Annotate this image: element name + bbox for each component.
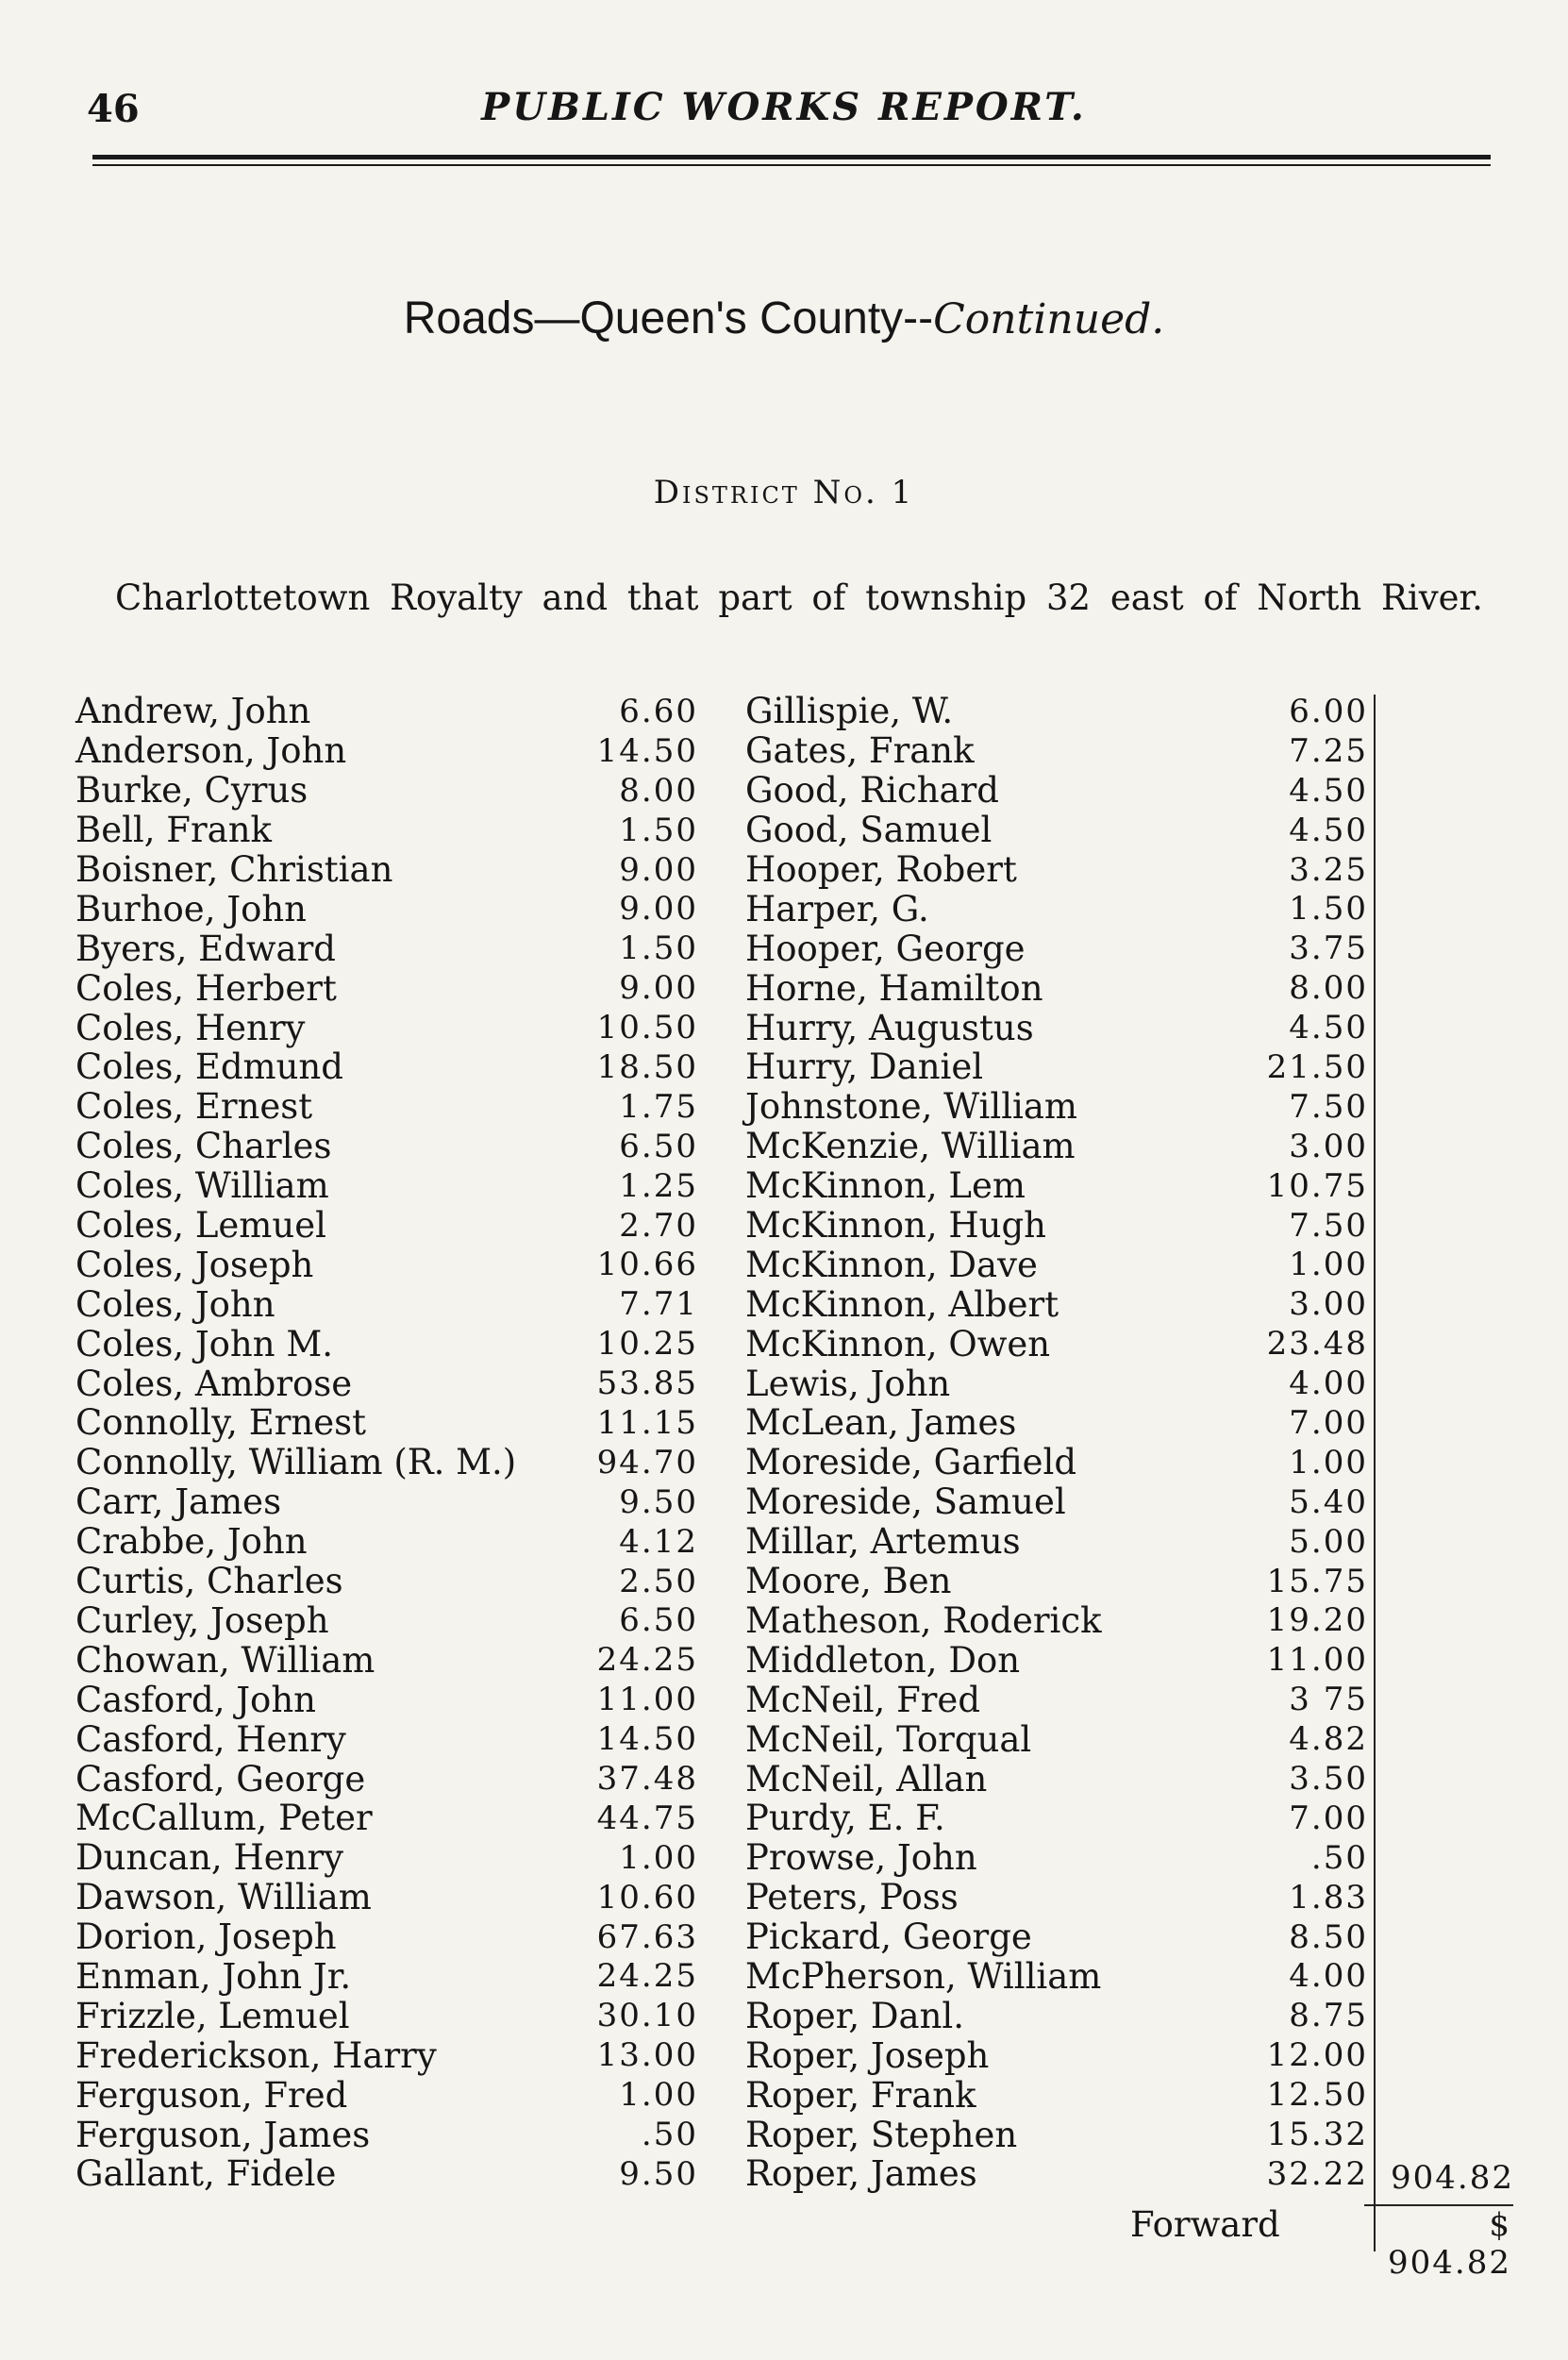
list-item [75, 1680, 698, 1719]
laborer-name: McKinnon, Dave [745, 1244, 1038, 1285]
laborer-name: Coles, Henry [75, 1007, 306, 1048]
area-description-word: of [811, 577, 846, 618]
amount-value: 5.00 [1289, 1522, 1368, 1561]
laborer-name: Moore, Ben [745, 1561, 952, 1602]
list-item [75, 1996, 698, 2035]
amount-value: 1.75 [619, 1087, 698, 1126]
laborer-name: Bell, Frank [75, 810, 272, 851]
list-item [745, 1957, 1368, 1997]
amount-value: .50 [1310, 1838, 1368, 1877]
laborer-name: Dorion, Joseph [75, 1916, 337, 1958]
list-item [75, 771, 698, 811]
amount-value: 15.75 [1266, 1562, 1368, 1600]
amount-value: 1.50 [1289, 890, 1368, 929]
list-item [745, 850, 1368, 890]
laborer-name: Peters, Poss [745, 1877, 959, 1918]
laborer-name: Coles, Charles [75, 1126, 332, 1167]
area-description-word: and [542, 577, 609, 618]
laborer-name: Coles, Herbert [75, 967, 337, 1009]
amount-value: 15.32 [1266, 2116, 1368, 2153]
laborer-name: Chowan, William [75, 1639, 375, 1681]
amount-value: 10.60 [596, 1878, 698, 1916]
amount-value: 8.00 [1289, 969, 1368, 1008]
laborer-name: Burke, Cyrus [75, 770, 309, 812]
amount-value: 14.50 [596, 731, 698, 770]
amount-value: 7.25 [1289, 731, 1368, 770]
area-description-word: of [1203, 577, 1238, 618]
laborer-name: Millar, Artemus [745, 1521, 1021, 1563]
amount-value: 1.00 [619, 2076, 698, 2115]
laborer-name: Gillispie, W. [745, 691, 954, 732]
list-item [745, 1245, 1368, 1284]
laborer-name: Johnstone, William [745, 1086, 1078, 1128]
page-number: 46 [87, 87, 140, 131]
amount-value: 6.60 [619, 692, 698, 730]
laborer-name: McLean, James [745, 1402, 1017, 1444]
area-description-word: township [865, 577, 1027, 618]
area-description-word: Royalty [390, 577, 523, 618]
laborer-name: Coles, Ernest [75, 1086, 313, 1128]
laborer-name: Horne, Hamilton [745, 967, 1043, 1009]
laborer-name: Good, Samuel [745, 810, 993, 851]
amount-value: 4.12 [619, 1522, 698, 1561]
list-item [75, 1324, 698, 1364]
list-item [745, 1206, 1368, 1246]
list-item [75, 1403, 698, 1443]
list-item [745, 929, 1368, 968]
list-item [75, 1087, 698, 1127]
laborer-name: Frederickson, Harry [75, 2034, 437, 2076]
area-description-word: that [626, 577, 699, 618]
list-item [745, 2075, 1368, 2115]
laborer-name: Coles, Lemuel [75, 1205, 326, 1247]
forward-amount: $ 904.82 [1388, 2206, 1511, 2282]
amount-value: 4.50 [1289, 811, 1368, 849]
amount-value: 9.50 [619, 2154, 698, 2193]
amount-value: 1.50 [619, 811, 698, 849]
laborer-name: Enman, John Jr. [75, 1955, 352, 1997]
laborer-name: Connolly, Ernest [75, 1402, 366, 1444]
amount-value: 10.75 [1266, 1166, 1368, 1205]
list-item [745, 1799, 1368, 1838]
laborer-name: Crabbe, John [75, 1521, 308, 1563]
laborer-name: Roper, Stephen [745, 2114, 1018, 2155]
amount-value: 3.00 [1289, 1285, 1368, 1324]
list-item [745, 1087, 1368, 1127]
amount-value: 12.50 [1266, 2076, 1368, 2115]
amount-value: 6.50 [619, 1601, 698, 1640]
laborer-name: Coles, John M. [75, 1323, 334, 1364]
list-item [745, 1680, 1368, 1719]
laborer-name: Frizzle, Lemuel [75, 1995, 350, 2036]
amount-value: 11.00 [596, 1681, 698, 1719]
list-item [745, 1640, 1368, 1680]
amount-value: 14.50 [596, 1720, 698, 1759]
laborer-name: Hurry, Daniel [745, 1046, 984, 1088]
laborer-name: Roper, Joseph [745, 2034, 990, 2076]
amount-value: 9.00 [619, 890, 698, 929]
laborer-name: Anderson, John [75, 730, 347, 772]
list-item [75, 1522, 698, 1562]
list-item [75, 889, 698, 929]
amount-value: 7.50 [1289, 1206, 1368, 1245]
list-item [75, 2115, 698, 2154]
section-title-main: Roads—Queen's County-- [403, 293, 934, 343]
amount-value: 21.50 [1266, 1047, 1368, 1086]
total-column-rule [1374, 695, 1376, 2251]
header-rule-thin [92, 164, 1491, 166]
amount-value: 8.50 [1289, 1917, 1368, 1956]
amount-value: 5.40 [1289, 1482, 1368, 1521]
laborer-name: Andrew, John [75, 691, 311, 732]
area-description-word: 32 [1045, 577, 1092, 618]
amount-value: 53.85 [596, 1364, 698, 1403]
list-item [745, 771, 1368, 811]
amount-value: 1.00 [1289, 1246, 1368, 1284]
laborer-name: Pickard, George [745, 1916, 1032, 1958]
amount-value: 19.20 [1266, 1601, 1368, 1640]
amount-value: 24.25 [596, 1957, 698, 1996]
list-item [745, 1008, 1368, 1047]
forward-label: Forward [1130, 2204, 1280, 2245]
list-item [745, 2115, 1368, 2154]
list-item [75, 1482, 698, 1522]
list-item [75, 1600, 698, 1640]
list-item [745, 1996, 1368, 2035]
list-item [745, 1324, 1368, 1364]
list-item [75, 1284, 698, 1324]
list-item [745, 731, 1368, 771]
list-item [75, 1957, 698, 1997]
amount-value: 12.00 [1266, 2036, 1368, 2075]
list-item [745, 1838, 1368, 1878]
laborer-name: Roper, Danl. [745, 1995, 965, 2036]
area-description [115, 577, 1483, 618]
list-item [75, 2154, 698, 2194]
amount-value: 3.75 [1289, 929, 1368, 968]
laborer-name: McKinnon, Lem [745, 1165, 1026, 1207]
amount-value: 24.25 [596, 1641, 698, 1680]
list-item [75, 811, 698, 850]
list-item [75, 1127, 698, 1166]
amount-value: 7.71 [619, 1285, 698, 1324]
laborer-name: Good, Richard [745, 770, 999, 812]
list-item [745, 1284, 1368, 1324]
list-item [75, 1640, 698, 1680]
list-item [745, 2035, 1368, 2075]
list-item [745, 1364, 1368, 1403]
amount-value: 4.50 [1289, 1009, 1368, 1047]
right-column [745, 692, 1368, 2194]
section-title [0, 293, 1568, 344]
laborer-name: Boisner, Christian [75, 849, 393, 891]
laborer-name: McNeil, Allan [745, 1758, 988, 1799]
laborer-name: Coles, William [75, 1165, 329, 1207]
laborer-name: Hurry, Augustus [745, 1007, 1034, 1048]
laborer-name: Ferguson, James [75, 2114, 371, 2155]
column-total: 904.82 [1391, 2159, 1514, 2197]
amount-value: 32.22 [1266, 2154, 1368, 2193]
amount-value: 3.50 [1289, 1759, 1368, 1798]
laborer-name: Coles, John [75, 1283, 275, 1325]
laborer-name: McNeil, Fred [745, 1679, 981, 1720]
list-item [75, 1166, 698, 1206]
laborer-name: McKinnon, Albert [745, 1283, 1059, 1325]
list-item [75, 2075, 698, 2115]
laborer-name: Gallant, Fidele [75, 2153, 337, 2195]
amount-value: 1.00 [619, 1838, 698, 1877]
laborer-name: Prowse, John [745, 1837, 977, 1879]
amount-value: 4.00 [1289, 1364, 1368, 1403]
list-item [75, 1799, 698, 1838]
list-item [75, 968, 698, 1008]
laborer-name: Byers, Edward [75, 928, 336, 969]
amount-value: 94.70 [596, 1443, 698, 1481]
laborer-name: Casford, Henry [75, 1718, 346, 1760]
laborer-name: Hooper, Robert [745, 849, 1017, 891]
district-heading: District No. 1 [653, 474, 915, 511]
list-item [75, 1878, 698, 1917]
amount-value: 4.82 [1289, 1720, 1368, 1759]
list-item [745, 1562, 1368, 1601]
list-item [745, 1759, 1368, 1799]
laborer-name: Dawson, William [75, 1877, 372, 1918]
laborer-name: Curtis, Charles [75, 1561, 343, 1602]
list-item [745, 1127, 1368, 1166]
amount-value: 3 75 [1289, 1681, 1368, 1719]
amount-value: 11.15 [596, 1403, 698, 1442]
list-item [745, 1917, 1368, 1957]
laborer-name: Middleton, Don [745, 1639, 1021, 1681]
list-item [75, 692, 698, 731]
laborer-name: McPherson, William [745, 1955, 1102, 1997]
laborer-name: Gates, Frank [745, 730, 975, 772]
area-description-word: Charlottetown [115, 577, 371, 618]
list-item [745, 1443, 1368, 1482]
list-item [745, 1403, 1368, 1443]
amount-value: 7.00 [1289, 1403, 1368, 1442]
list-item [75, 1443, 698, 1482]
amount-value: 23.48 [1266, 1325, 1368, 1364]
list-item [745, 811, 1368, 850]
laborer-name: McNeil, Torqual [745, 1718, 1032, 1760]
laborer-name: Duncan, Henry [75, 1837, 344, 1879]
laborer-name: Coles, Ambrose [75, 1363, 353, 1404]
amount-value: 4.00 [1289, 1957, 1368, 1996]
amount-value: 1.00 [1289, 1443, 1368, 1481]
amount-value: 13.00 [596, 2036, 698, 2075]
laborer-name: Burhoe, John [75, 888, 307, 929]
list-item [75, 850, 698, 890]
laborer-name: McKinnon, Hugh [745, 1205, 1046, 1247]
amount-value: 3.25 [1289, 850, 1368, 889]
laborer-name: Harper, G. [745, 888, 929, 929]
list-item [745, 1166, 1368, 1206]
amount-value: 10.25 [596, 1325, 698, 1364]
laborer-name: Coles, Edmund [75, 1046, 343, 1088]
amount-value: 7.50 [1289, 1087, 1368, 1126]
amount-value: 4.50 [1289, 771, 1368, 810]
left-column [75, 692, 698, 2194]
amount-value: 11.00 [1266, 1641, 1368, 1680]
laborer-name: Ferguson, Fred [75, 2074, 348, 2116]
list-item [75, 1364, 698, 1403]
list-item [745, 1522, 1368, 1562]
laborer-name: Casford, George [75, 1758, 366, 1799]
laborer-name: Purdy, E. F. [745, 1798, 945, 1839]
list-item [75, 1917, 698, 1957]
laborer-name: Moreside, Garfield [745, 1442, 1077, 1483]
list-item [745, 1600, 1368, 1640]
area-description-word: North [1257, 577, 1362, 618]
list-item [75, 1047, 698, 1087]
laborer-name: Casford, John [75, 1679, 316, 1720]
amount-value: 10.50 [596, 1009, 698, 1047]
list-item [745, 2154, 1368, 2194]
amount-value: 9.50 [619, 1482, 698, 1521]
list-item [75, 731, 698, 771]
list-item [745, 692, 1368, 731]
area-description-word: part [718, 577, 792, 618]
list-item [75, 1562, 698, 1601]
laborer-name: McCallum, Peter [75, 1798, 373, 1839]
list-item [75, 929, 698, 968]
list-item [745, 968, 1368, 1008]
laborer-name: Roper, James [745, 2153, 977, 2195]
list-item [745, 1878, 1368, 1917]
amount-value: 67.63 [596, 1917, 698, 1956]
amount-value: 9.00 [619, 850, 698, 889]
list-item [745, 1482, 1368, 1522]
amount-value: 1.50 [619, 929, 698, 968]
header-rule-thick [92, 155, 1491, 159]
list-item [745, 1719, 1368, 1759]
laborer-name: Curley, Joseph [75, 1599, 329, 1641]
laborer-name: Coles, Joseph [75, 1244, 314, 1285]
amount-value: 1.83 [1289, 1878, 1368, 1916]
amount-value: 44.75 [596, 1799, 698, 1837]
laborer-name: McKinnon, Owen [745, 1323, 1051, 1364]
list-item [745, 1047, 1368, 1087]
amount-value: 3.00 [1289, 1127, 1368, 1165]
list-item [75, 1719, 698, 1759]
section-title-continued: Continued. [933, 295, 1165, 343]
amount-value: 30.10 [596, 1997, 698, 2035]
amount-value: .50 [641, 2116, 698, 2153]
amount-value: 18.50 [596, 1047, 698, 1086]
amount-value: 8.00 [619, 771, 698, 810]
list-item [75, 2035, 698, 2075]
list-item [75, 1008, 698, 1047]
laborer-name: Connolly, William (R. M.) [75, 1442, 517, 1483]
list-item [75, 1206, 698, 1246]
laborer-name: McKenzie, William [745, 1126, 1076, 1167]
amount-value: 7.00 [1289, 1799, 1368, 1837]
area-description-word: River. [1381, 577, 1483, 618]
amount-value: 9.00 [619, 969, 698, 1008]
laborer-name: Matheson, Roderick [745, 1599, 1102, 1641]
amount-value: 37.48 [596, 1759, 698, 1798]
laborer-name: Carr, James [75, 1481, 282, 1523]
running-title: PUBLIC WORKS REPORT. [481, 85, 1087, 129]
amount-value: 2.50 [619, 1562, 698, 1600]
amount-value: 8.75 [1289, 1997, 1368, 2035]
amount-value: 6.00 [1289, 692, 1368, 730]
area-description-word: east [1109, 577, 1184, 618]
laborer-name: Lewis, John [745, 1363, 951, 1404]
list-item [75, 1245, 698, 1284]
laborer-name: Roper, Frank [745, 2074, 976, 2116]
amount-value: 6.50 [619, 1127, 698, 1165]
amount-value: 10.66 [596, 1246, 698, 1284]
amount-value: 1.25 [619, 1166, 698, 1205]
laborer-name: Moreside, Samuel [745, 1481, 1066, 1523]
list-item [75, 1838, 698, 1878]
list-item [745, 889, 1368, 929]
amount-value: 2.70 [619, 1206, 698, 1245]
list-item [75, 1759, 698, 1799]
laborer-name: Hooper, George [745, 928, 1026, 969]
